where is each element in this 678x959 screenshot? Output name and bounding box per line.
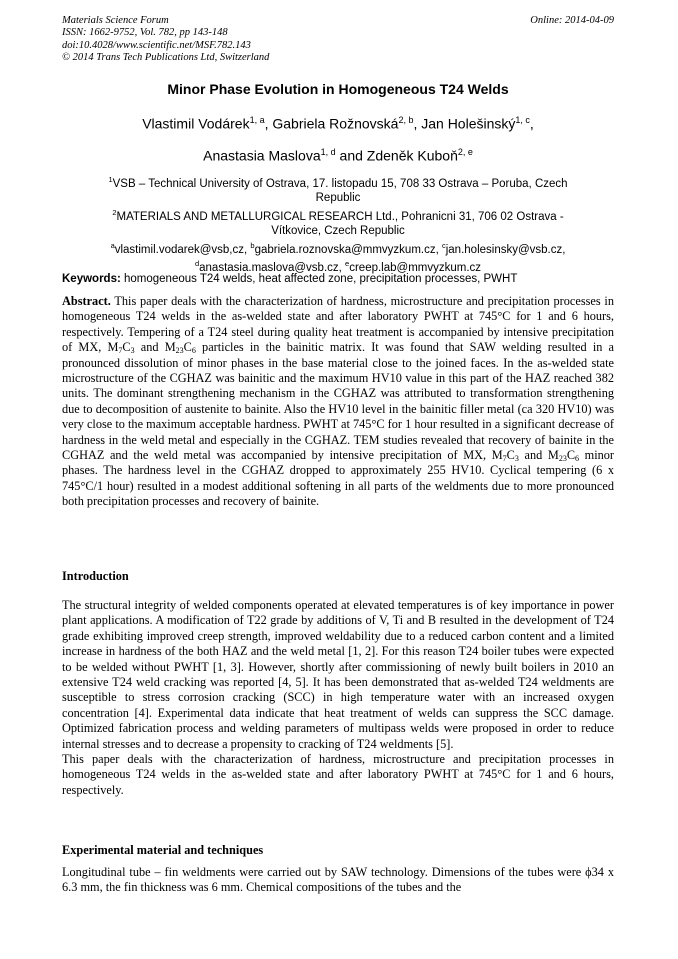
author-name: Zdeněk Kuboň <box>366 147 458 164</box>
copyright-line: © 2014 Trans Tech Publications Ltd, Switzerland <box>62 51 270 63</box>
author-sup: 2, b <box>398 115 414 125</box>
introduction-body <box>62 598 614 798</box>
author-name: Gabriela Rožnovská <box>272 115 399 132</box>
author-name: Jan Holešinský <box>421 115 516 132</box>
keywords-label: Keywords: <box>62 273 121 285</box>
experimental-paragraph-1: Longitudinal tube – fin weldments were carried out by SAW technology. Dimensions of the tubes were ϕ34 x 6.3 mm, the fin thickness was 6 mm. Chemical compositions of the tubes and the <box>62 865 614 895</box>
affiliation-2-cont: Vítkovice, Czech Republic <box>271 225 405 238</box>
email-link[interactable]: gabriela.roznovska@mmvyzkum.cz, <box>254 243 442 256</box>
email-link[interactable]: vlastimil.vodarek@vsb,cz, <box>114 243 251 256</box>
online-date: Online: 2014-04-09 <box>530 15 614 26</box>
emails-line-2: $^d$anastasia.maslova@vsb.cz, $^e$creep.lab@mmvyzkum.cz <box>194 258 482 274</box>
intro-paragraph-1: The structural integrity of welded components operated at elevated temperatures is of key importance in power plant applications. A modification of T22 grade by additions of V, Ti and B resulted in the development of T24 grade exhibiting improved creep strength, improved weldability due to a reduced carbon content and a limited increase in hardness of the both HAZ and the weld metal [1, 2]. For this reason T24 boiler tubes were expected to be welded without PWHT [1, 3]. However, shortly after commissioning of newly built boilers in 2010 an extensive T24 weld cracking was reported [4, 5]. It has been demonstrated that as-welded T24 weldments are susceptible to stress corrosion cracking (SCC) in high temperature water with an increased oxygen concentration [4]. Experimental data indicate that heat treatment of welds can suppress the SCC damage. Optimized fabrication process and welding parameters of multipass welds were proposed in order to reduce internal stresses and to decrease a propensity to cracking of T24 weldments [5]. <box>62 598 614 751</box>
author-name: Anastasia Maslova <box>203 147 321 164</box>
affiliation-2: $^2$MATERIALS AND METALLURGICAL RESEARCH Ltd., Pohranicni 31, 706 02 Ostrava - <box>112 207 564 223</box>
author-sup: 1, c <box>515 115 530 125</box>
email-link[interactable]: creep.lab@mmvyzkum.cz <box>349 261 482 274</box>
author-sup: 1, a <box>249 115 265 125</box>
doi-line: doi:10.4028/www.scientific.net/MSF.782.143 <box>62 39 251 51</box>
email-link[interactable]: jan.holesinsky@vsb.cz, <box>445 243 566 256</box>
paper-title: Minor Phase Evolution in Homogeneous T24 Welds <box>167 81 509 97</box>
email-link[interactable]: anastasia.maslova@vsb.cz, <box>199 261 346 274</box>
author-sup: 1, d <box>320 147 336 157</box>
experimental-body <box>62 865 614 896</box>
affiliation-1: $^1$VSB – Technical University of Ostrava, 17. listopadu 15, 708 33 Ostrava – Poruba, Czech <box>108 175 568 190</box>
affiliation-1-cont: Republic <box>315 192 361 205</box>
section-heading-introduction: Introduction <box>62 569 129 583</box>
issn-line: ISSN: 1662-9752, Vol. 782, pp 143-148 <box>62 27 228 39</box>
keywords-text: homogeneous T24 welds, heat affected zone, precipitation processes, PWHT <box>120 273 518 285</box>
intro-paragraph-2: This paper deals with the characterization of hardness, microstructure and precipitation processes in homogeneous T24 welds in the as-welded state and after laboratory PWHT at 745°C for 1 and 6 hours, respectively. <box>62 752 614 797</box>
abstract-label: Abstract. <box>62 294 111 308</box>
authors-line-2: Anastasia Maslova$^{1, d}$ and Zdeněk Kuboň$^{2, e}$ <box>203 147 473 164</box>
author-name: Vlastimil Vodárek <box>142 115 250 132</box>
journal-header <box>62 15 269 64</box>
abstract: Abstract. This paper deals with the characterization of hardness, microstructure and precipitation processes in homogeneous T24 welds in the as-welded state and after laboratory PWHT at 745°C for 1 and 6 hours, respectively. Tempering of a T24 steel during quality heat treatment is accompanied by intensive precipitation of MX, $M_7C_3$ and $M_{23}C_6$ particles in the bainitic matrix. It was found that SAW welding resulted in a pronounced dissolution of minor phases in the base material close to the joined faces. In the as-welded state microstructure of the CGHAZ was bainitic and the maximum HV10 value in this part of the HAZ reached 382 units. The dominant strengthening mechanism in the CGHAZ was attributed to transformation strengthening due to decomposition of austenite to bainite. Also the HV10 level in the bainitic filler metal (ca 320 HV10) was very close to the maximum acceptable hardness. PWHT at 745°C for 1 hour resulted in a significant decrease of hardness in the weld metal and especially in the CGHAZ. TEM studies revealed that recovery of bainite in the CGHAZ and the weld metal was accompanied by intensive precipitation of MX, $M_7C_3$ and $M_{23}C_6$ minor phases. The hardness level in the CGHAZ dropped to approximately 255 HV10. Cyclical tempering (6 x 745°C/1 hour) resulted in a modest additional softening in all parts of the weldments due to more pronounced both precipitation processes and recovery of bainite. <box>62 294 615 509</box>
journal-name: Materials Science Forum <box>62 15 169 26</box>
keywords <box>62 272 614 286</box>
affiliations <box>62 173 614 275</box>
section-heading-experimental: Experimental material and techniques <box>62 843 264 857</box>
authors-line-1: Vlastimil Vodárek$^{1, a}$, Gabriela Rožnovská$^{2, b}$, Jan Holešinský$^{1, c}$, <box>142 115 534 132</box>
author-sup: 2, e <box>457 147 473 157</box>
emails-line-1: $^a$vlastimil.vodarek@vsb,cz, $^b$gabriela.roznovska@mmvyzkum.cz, $^c$jan.holesinsky@vsb.cz, <box>110 240 566 256</box>
